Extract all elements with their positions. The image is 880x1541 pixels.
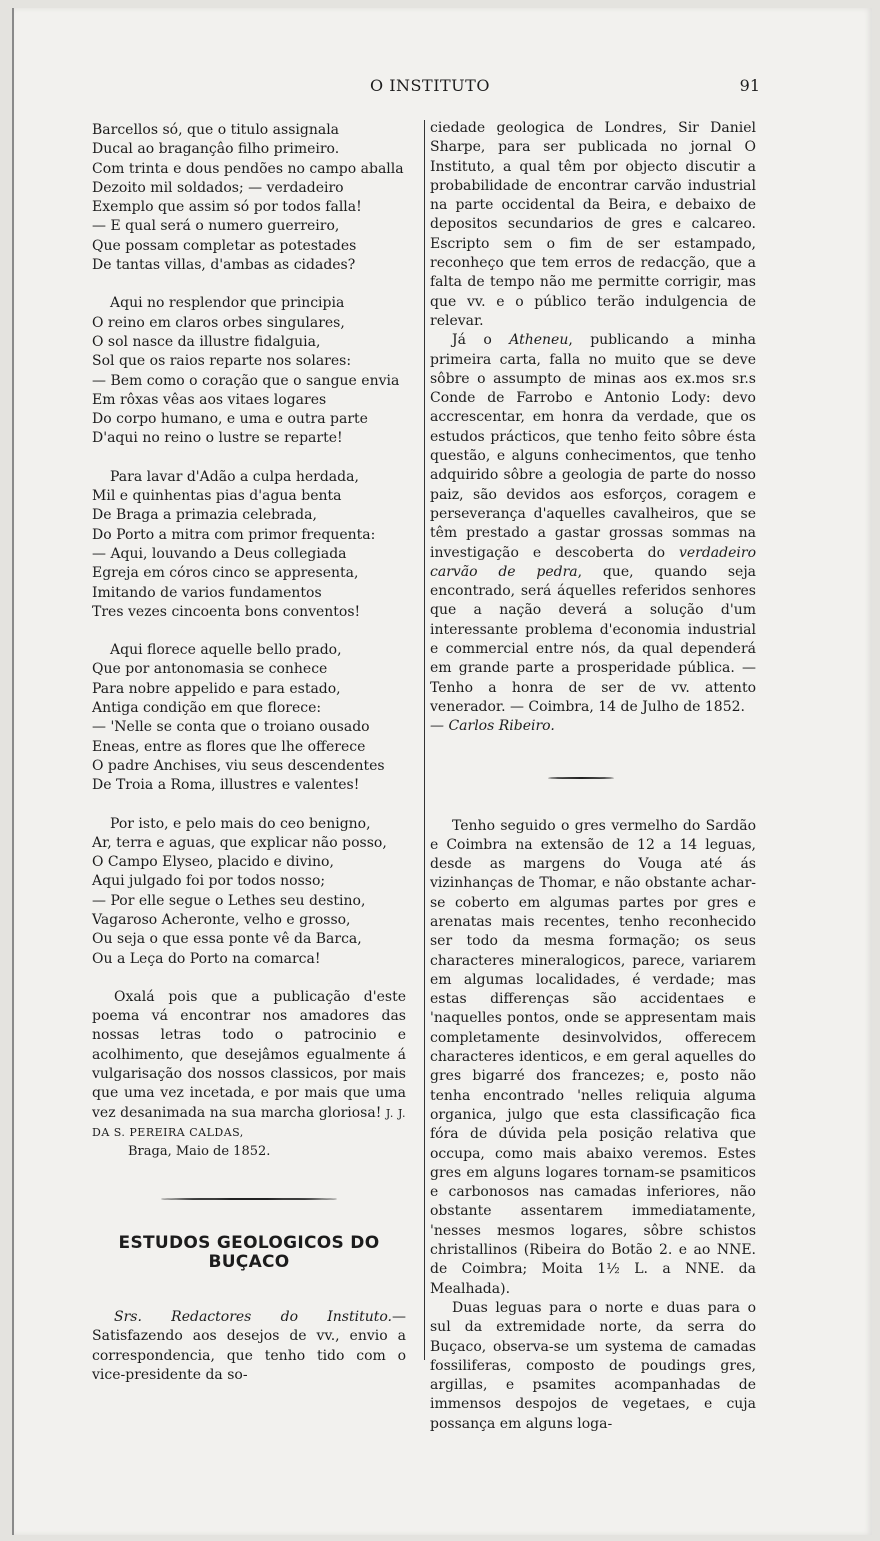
letter-start: — Satisfazendo aos desejos de vv., envio a correspondencia, que tenho tido com o vice-presidente da so- bbox=[92, 1309, 406, 1384]
page-number: 91 bbox=[739, 76, 760, 95]
verse-line: Com trinta e dous pendões no campo aballa bbox=[92, 160, 404, 177]
verse-line: Para nobre appelido e para estado, bbox=[92, 680, 341, 697]
verse-line: D'aqui no reino o lustre se reparte! bbox=[92, 430, 343, 447]
verse-line: — Aqui, louvando a Deus collegiada bbox=[92, 545, 347, 562]
verse-line: De Troia a Roma, illustres e valentes! bbox=[92, 777, 360, 794]
verse-line: Aqui no resplendor que principia bbox=[110, 295, 345, 312]
stanza bbox=[92, 468, 406, 622]
verse-line: Ducal ao bragançâo filho primeiro. bbox=[92, 141, 340, 158]
stanza bbox=[92, 121, 406, 275]
para2-start: Já o bbox=[452, 332, 510, 349]
verse-line: O padre Anchises, viu seus descendentes bbox=[92, 757, 385, 774]
geology-paragraph-2: Duas leguas para o norte e duas para o sul da extremidade norte, da serra do Buçaco, observa-se um systema de camadas fossiliferas, composto de poudings gres, argillas, e psamites acompanhadas de immensos despojos de vegetaes, e cuja possança em alguns loga- bbox=[430, 1299, 756, 1432]
verse-line: Ou a Leça do Porto na comarca! bbox=[92, 950, 321, 967]
verse-line: Do corpo humano, e uma e outra parte bbox=[92, 411, 368, 428]
verse-line: Por isto, e pelo mais do ceo benigno, bbox=[110, 815, 371, 832]
section-heading: ESTUDOS GEOLOGICOS DO BUÇACO bbox=[118, 1232, 380, 1272]
closing-paragraph bbox=[92, 988, 406, 1142]
letter-paragraph-1: ciedade geologica de Londres, Sir Daniel Sharpe, para ser publicada no jornal O Instituto, a qual têm por objecto discutir a probabilidade de encontrar carvão industrial na parte occidental da Beira, e debaixo de depositos secundarios de gres e calcareo. Escripto sem o fim de ser estampado, reconheço que tem erros de redacção, que a falta de tempo não me permitte corrigir, mas que vv. e o público terão indulgencia de relevar. bbox=[430, 120, 756, 329]
author-signature: J. J. DA S. PEREIRA CALDAS, bbox=[92, 1106, 407, 1139]
letter-paragraph-2 bbox=[430, 331, 756, 717]
verse-line: Que por antonomasia se conhece bbox=[92, 661, 328, 678]
running-header-title: O INSTITUTO bbox=[370, 76, 490, 95]
verse-line: Exemplo que assim só por todos falla! bbox=[92, 199, 362, 216]
left-column bbox=[92, 121, 406, 1385]
verse-line: Antiga condição em que florece: bbox=[92, 700, 322, 717]
verse-line: — 'Nelle se conta que o troiano ousado bbox=[92, 719, 370, 736]
ornamental-divider bbox=[161, 1196, 337, 1202]
verse-line: Em rôxas vêas aos vitaes logares bbox=[92, 391, 327, 408]
para2-end: , que, quando seja encontrado, será áquelles referidos senhores que a nação deverá a solução d'um interessante problema d'economia industrial e commercial entre nós, da qual dependerá em grande parte a prosperidade pública. — Tenho a honra de ser de vv. attento venerador. — Coimbra, 14 de Julho de 1852. bbox=[430, 563, 757, 715]
column-divider bbox=[424, 120, 425, 1360]
letter-signature: — Carlos Ribeiro. bbox=[430, 718, 555, 735]
verse-line: Ou seja o que essa ponte vê da Barca, bbox=[92, 931, 362, 948]
verse-line: Aqui florece aquelle bello prado, bbox=[110, 642, 342, 659]
verse-line: O Campo Elyseo, placido e divino, bbox=[92, 854, 334, 871]
verse-line: Imitando de varios fundamentos bbox=[92, 584, 322, 601]
verse-line: Que possam completar as potestades bbox=[92, 237, 357, 254]
journal-name: Atheneu bbox=[509, 332, 569, 349]
geology-paragraph-1: Tenho seguido o gres vermelho do Sardão e Coimbra na extensão de 12 a 14 leguas, desde as margens do Vouga até ás vizinhanças de Thomar, e não obstante achar-se coberto em algumas partes por gres e arenatas mais recentes, tenho reconhecido ser todo da mesma formação; os seus characteres mineralogicos, parece, variarem em algumas localidades, é verdade; mas estas differenças são accidentaes e 'naquelles pontos, onde se appresentam mais completamente desinvolvidos, offerecem characteres identicos, e em geral aquelles do gres bigarré dos francezes; e, posto não tenha encontrado 'nelles reliquia alguma organica, julgo que esta classificação fica fóra de dúvida pela posição relativa que occupa, como mais abaixo veremos. Estes gres em alguns logares tornam-se psamiticos e carbonosos nas camadas inferiores, não obstante assentarem immediatamente, 'nesses mesmos logares, sôbre schistos christallinos (Ribeira do Botão 2. e ao NNE. de Coimbra; Moita 1½ L. a NNE. da Mealhada). bbox=[430, 817, 756, 1297]
verse-line: Mil e quinhentas pias d'agua benta bbox=[92, 488, 342, 505]
right-column bbox=[430, 119, 756, 1434]
dateline: Braga, Maio de 1852. bbox=[128, 1144, 271, 1160]
stanza bbox=[92, 294, 406, 448]
para2-text: , publicando a minha primeira carta, falla no muito que se deve sôbre o assumpto de minas aos ex.mos sr.s Conde de Farrobo e Antonio Lody: devo accrescentar, em honra da verdade, que os estudos prácticos, que tenho feito sôbre ésta questão, e alguns conhecimentos, que tenho adquirido sôbre a geologia de parte do nosso paiz, são devidos aos esforços, coragem e perseverança d'aquelles cavalheiros, que se têm prestado a gastar grossas sommas na investigação e descoberta do bbox=[430, 332, 756, 561]
italic-phrase: verdadeiro carvão de pedra bbox=[430, 544, 756, 580]
stanza bbox=[92, 641, 406, 795]
letter-opening bbox=[92, 1308, 406, 1385]
verse-line: Vagaroso Acheronte, velho e grosso, bbox=[92, 911, 351, 928]
verse-line: Sol que os raios reparte nos solares: bbox=[92, 353, 352, 370]
verse-line: O reino em claros orbes singulares, bbox=[92, 314, 345, 331]
verse-line: Aqui julgado foi por todos nosso; bbox=[92, 873, 326, 890]
closing-paragraph-text: Oxalá pois que a publicação d'este poema vá encontrar nos amadores das nossas letras todo o patrocinio e acolhimento, que desejâmos egualmente á vulgarisação dos nossos classicos, por mais que uma vez incetada, e por mais que uma vez desanimada na sua marcha gloriosa! bbox=[92, 988, 406, 1121]
stanza bbox=[92, 815, 406, 969]
verse-line: Tres vezes cincoenta bons conventos! bbox=[92, 603, 361, 620]
short-divider bbox=[548, 775, 614, 781]
verse-line: De Braga a primazia celebrada, bbox=[92, 507, 317, 524]
verse-line: — E qual será o numero guerreiro, bbox=[92, 218, 340, 235]
verse-line: Do Porto a mitra com primor frequenta: bbox=[92, 526, 376, 543]
verse-line: Eneas, entre as flores que lhe offerece bbox=[92, 738, 366, 755]
verse-line: De tantas villas, d'ambas as cidades? bbox=[92, 257, 356, 274]
verse-line: Para lavar d'Adão a culpa herdada, bbox=[110, 468, 359, 485]
poem bbox=[92, 121, 406, 969]
verse-line: — Bem como o coração que o sangue envia bbox=[92, 372, 400, 389]
salutation: Srs. Redactores do Instituto. bbox=[114, 1309, 392, 1326]
verse-line: Ar, terra e aguas, que explicar não posso, bbox=[92, 834, 387, 851]
verse-line: Egreja em córos cinco se appresenta, bbox=[92, 565, 359, 582]
verse-line: — Por elle segue o Lethes seu destino, bbox=[92, 892, 366, 909]
verse-line: Barcellos só, que o titulo assignala bbox=[92, 122, 340, 138]
verse-line: O sol nasce da illustre fidalguia, bbox=[92, 333, 321, 350]
verse-line: Dezoito mil soldados; — verdadeiro bbox=[92, 179, 344, 196]
